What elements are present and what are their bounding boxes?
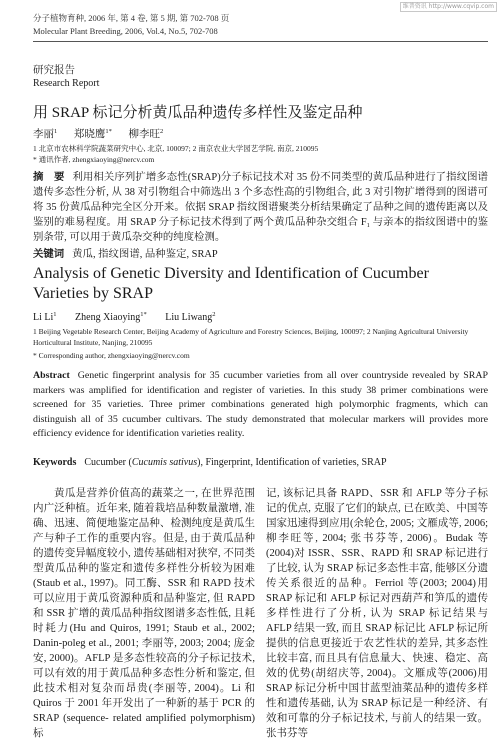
author-cn: [33, 129, 57, 140]
abstract-text-cn: 利用相关序列扩增多态性(SRAP)分子标记技术对 35 份不同类型的黄瓜品种进行了指纹图谱遗传多态性分析, 从 38 对引物组合中筛选出 3 个多态性高的引物组合, 此 3 对引物扩增得到的图谱可将 35 份黄瓜品种完全区分开来。依据 SRAP 指纹图谱聚类分析结果确定了品种之间的遗传距离以及鉴别的难易程度。用 SRAP 分子标记技术得到了两个黄瓜品种杂交组合 F: [33, 172, 489, 228]
author-affil-mark: 1: [53, 311, 57, 318]
title-cn: 用 SRAP 标记分析黄瓜品种遗传多样性及鉴定品种: [33, 105, 363, 121]
body-column-left: 黄瓜是营养价值高的蔬菜之一, 在世界范围内广泛种植。近年来, 随着栽培品种数量激增, 准确、迅速、简便地鉴定品种、检测纯度是黄瓜生产与种子工作的重要内容。但是, 由于黄瓜品种的遗传变异幅度较小, 遗传基础相对狭窄, 不同类型黄瓜品种的鉴定和遗传多样性分析较为困难(Staub et al., 1997)。同工酶、SSR 和 RAPD 技术可以应用于黄瓜资源种质和品种鉴定, 但 RAPD 和 SSR 扩增的黄瓜品种指纹图谱多态性低, 且耗时耗力(Hu and Quiros, 1991; Staub et al., 2002; Danin-poleg et al., 2001; 李丽等, 2003; 2004; 庞金安, 2000)。AFLP 是多态性较高的分子标记技术, 可以有效的用于黄瓜品种多态性分析和鉴定, 但此技术相对复杂而昂贵(李丽等, 2004)。Li 和 Quiros 于 2001 年开发出了一种新的基于 PCR 的 SRAP (sequence- related amplified polymorphism)标: [33, 488, 255, 739]
keywords-cn: [33, 248, 488, 262]
author-name: 柳李旺: [128, 129, 160, 140]
author-name: 郑晓鹰: [73, 129, 106, 140]
abstract-label-en: Abstract: [33, 370, 70, 381]
keywords-species-name: Cucumis sativus: [131, 457, 198, 468]
author-en: [75, 312, 147, 323]
keywords-label-cn: 关键词: [33, 249, 65, 260]
abstract-label-cn: 摘 要: [33, 172, 65, 183]
keywords-text-en-pre: Cucumber (: [84, 457, 132, 468]
body-text: [33, 486, 488, 739]
corresponding-author-en: * Corresponding author, zhengxiaoying@nercv.com: [33, 351, 190, 360]
author-cn: [129, 129, 164, 140]
author-name: Liu Liwang: [165, 312, 213, 323]
section-label-en: Research Report: [33, 78, 100, 89]
author-name: Zheng Xiaoying: [75, 312, 141, 323]
journal-citation-en: Molecular Plant Breeding, 2006, Vol.4, No.5, 702-708: [33, 26, 218, 36]
author-name: Li Li: [33, 312, 54, 323]
author-affil-mark: 1: [54, 128, 58, 135]
source-watermark: 维普资讯 http://www.cqvip.com: [400, 2, 497, 12]
abstract-en: [33, 369, 488, 442]
author-en: [165, 312, 215, 323]
abstract-cn: [33, 170, 488, 245]
affiliation-en: 1 Beijing Vegetable Research Center, Beijing Academy of Agriculture and Forestry Sciences, Beijing, 100097; 2 Nanjing Agricultural University Horticultural Institute, Nanjing, 210095: [33, 327, 469, 347]
author-cn: [74, 129, 112, 140]
abstract-text-cn-end: 与亲本的指纹图谱中的鉴别条带, 可以用于黄瓜杂交种的纯度检测。: [33, 217, 488, 243]
header-rule: [33, 41, 488, 42]
authors-en: [33, 312, 488, 324]
author-affil-mark: 2: [160, 128, 164, 135]
keywords-label-en: Keywords: [33, 457, 77, 468]
abstract-subscript: 1: [366, 222, 370, 229]
keywords-en: [33, 456, 488, 469]
author-affil-mark: 1*: [105, 128, 112, 135]
corresponding-author-cn: * 通讯作者, zhengxiaoying@nercv.com: [33, 155, 155, 164]
affiliation-cn: 1 北京市农林科学院蔬菜研究中心, 北京, 100097; 2 南京农业大学园艺学院, 南京, 210095: [33, 144, 319, 153]
section-label-cn: 研究报告: [33, 65, 75, 76]
keywords-text-en-post: ), Fingerprint, Identification of varieties, SRAP: [197, 457, 387, 468]
author-name: 李丽: [33, 129, 54, 140]
author-affil-mark: 1*: [140, 311, 147, 318]
author-en: [33, 312, 57, 323]
body-column-right: 记, 该标记具备 RAPD、SSR 和 AFLP 等分子标记的优点, 克服了它们的缺点, 已在欧美、中国等国家迅速得到应用(余轮仓, 2005; 文雁成等, 2006; 柳李旺等, 2004; 张书芬等, 2006)。Budak 等(2004)对 ISSR、SSR、RAPD 和 SRAP 标记进行了比较, 认为 SRAP 标记多态性丰富, 能够区分遗传关系很近的品种。Ferriol 等(2003; 2004)用 SRAP 标记和 AFLP 标记对西葫芦和笋瓜的遗传多样性进行了分析, 认为 SRAP 标记结果与 AFLP 结果一致, 而且 SRAP 标记比 AFLP 标记所提供的信息更接近于农艺性状的差异, 其多态性比较丰富, 而且具有信息量大、快速、稳定、高效的优势(胡绍庆等, 2004)。文雁成等(2006)用 SRAP 标记分析中国甘蓝型油菜品种的遗传多样性和遗传基础, 认为 SRAP 标记是一种经济、有效和可靠的分子标记技术, 与前人的结果一致。张书芬等: [266, 488, 488, 739]
author-affil-mark: 2: [212, 311, 216, 318]
keywords-text-cn: 黄瓜, 指纹图谱, 品种鉴定, SRAP: [72, 249, 218, 260]
journal-citation-cn: 分子植物育种, 2006 年, 第 4 卷, 第 5 期, 第 702-708 页: [33, 13, 230, 23]
title-en: Analysis of Genetic Diversity and Identification of Cucumber Varieties by SRAP: [33, 265, 429, 302]
authors-cn: [33, 128, 488, 141]
abstract-text-en: Genetic fingerprint analysis for 35 cucumber varieties from all over countryside revealed by SRAP markers was amplified for identification and register of varieties. In this study 38 primer combinations were screened for 35 varieties. Three primer combinations generated high polymorphic fragments, which can distinguish all of 35 cucumber cultivars. The study demonstrated that molecular markers will provides more efficiency evidence for identification varieties reality.: [33, 370, 488, 440]
